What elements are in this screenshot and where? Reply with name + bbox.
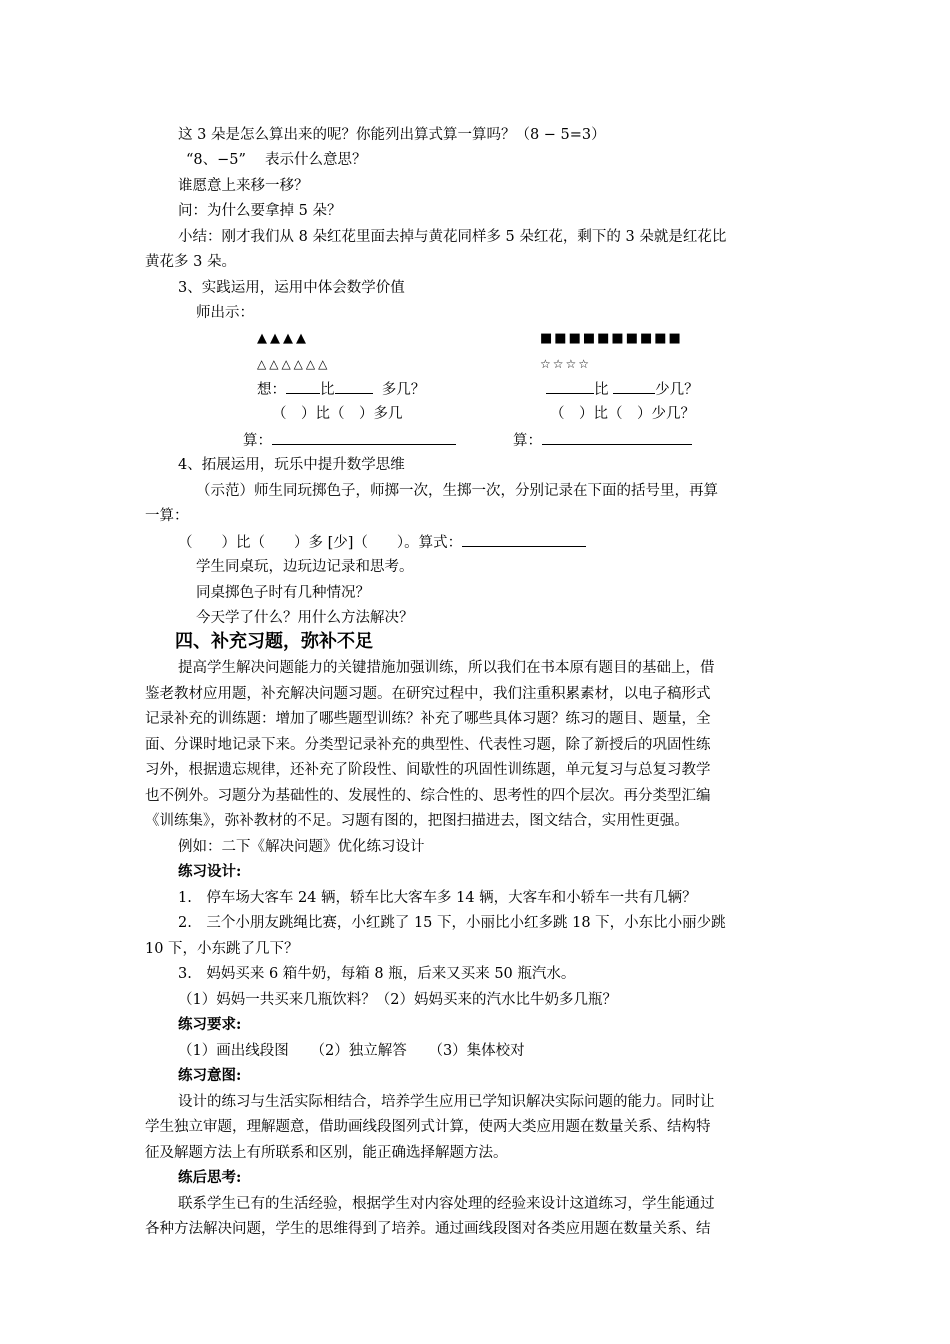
- text-line: （示范）师生同玩掷色子，师掷一次，生掷一次，分别记录在下面的括号里，再算: [196, 483, 718, 499]
- answer-blank: [462, 532, 586, 547]
- answer-blank: [542, 430, 692, 445]
- answer-blank: [335, 379, 373, 394]
- text-line: 小结：刚才我们从 8 朵红花里面去掉与黄花同样多 5 朵红花，剩下的 3 朵就是红花比: [178, 229, 727, 245]
- paragraph-line: 征及解题方法上有所联系和区别，能正确选择解题方法。: [145, 1145, 508, 1161]
- filled-triangles: ▲▲▲▲: [257, 331, 309, 346]
- paragraph-line: 记录补充的训练题：增加了哪些题型训练？补充了哪些具体习题？练习的题目、题量，全: [145, 711, 711, 727]
- paragraph-line: 鉴老教材应用题，补充解决问题习题。在研究过程中，我们注重积累素材，以电子稿形式: [145, 686, 711, 702]
- hollow-triangles: △△△△△△: [257, 357, 331, 371]
- calc-line-left: [243, 430, 456, 451]
- think-line-right: [546, 379, 699, 400]
- text-line: “8、−5” 表示什么意思？: [186, 152, 367, 168]
- text-line: 例如：二下《解决问题》优化练习设计: [178, 839, 425, 855]
- paragraph-line: 也不例外。习题分为基础性的、发展性的、综合性的、思考性的四个层次。再分类型汇编: [145, 788, 711, 804]
- text-line: 同桌掷色子时有几种情况？: [196, 585, 370, 601]
- paragraph-line: 联系学生已有的生活经验，根据学生对内容处理的经验来设计这道练习，学生能通过: [178, 1196, 715, 1212]
- answer-blank: [272, 430, 456, 445]
- subheading: 练后思考:: [178, 1169, 242, 1186]
- question-line: 3. 妈妈买来 6 箱牛奶，每箱 8 瓶，后来又买来 50 瓶汽水。: [178, 966, 576, 982]
- paragraph-line: 面、分课时地记录下来。分类型记录补充的典型性、代表性习题，除了新授后的巩固性练: [145, 737, 711, 753]
- question-line: 1. 停车场大客车 24 辆，轿车比大客车多 14 辆，大客车和小轿车一共有几辆？: [178, 890, 697, 906]
- paragraph-line: 《训练集》，弥补教材的不足。习题有图的，把图扫描进去，图文结合，实用性更强。: [145, 813, 689, 829]
- paren-line-right: （ ）比（ ）少几？: [550, 406, 695, 422]
- answer-blank: [286, 379, 320, 394]
- text-line: 4、拓展运用，玩乐中提升数学思维: [178, 457, 405, 473]
- answer-blank: [613, 379, 655, 394]
- question-line: （1）妈妈一共买来几瓶饮料？（2）妈妈买来的汽水比牛奶多几瓶？: [178, 992, 617, 1008]
- text-line: 一算：: [145, 508, 189, 524]
- text-line: 师出示：: [196, 305, 254, 321]
- paragraph-line: 各种方法解决问题，学生的思维得到了培养。通过画线段图对各类应用题在数量关系、结: [145, 1221, 711, 1237]
- hollow-stars: ☆☆☆☆: [540, 357, 592, 371]
- think-label: 想：: [257, 382, 286, 398]
- subheading: 练习要求:: [178, 1016, 242, 1033]
- paragraph-line: 学生独立审题，理解题意，借助画线段图列式计算，使两大类应用题在数量关系、结构特: [145, 1119, 711, 1135]
- think-question: 少几？: [655, 382, 699, 398]
- paragraph-line: 提高学生解决问题能力的关键措施加强训练，所以我们在书本原有题目的基础上，借: [178, 660, 715, 676]
- text-line: 问：为什么要拿掉 5 朵？: [178, 203, 342, 219]
- paragraph-line: 习外，根据遗忘规律，还补充了阶段性、间歇性的巩固性训练题，单元复习与总复习教学: [145, 762, 711, 778]
- calc-line-right: [513, 430, 692, 451]
- think-compare: 比: [594, 382, 609, 398]
- question-line: 2. 三个小朋友跳绳比赛，小红跳了 15 下，小丽比小红多跳 18 下，小东比小丽少跳: [178, 915, 726, 931]
- filled-squares: ■■■■■■■■■■: [540, 331, 683, 346]
- dice-record-text: （ ）比（ ）多 [少]（ ）。算式：: [178, 535, 463, 551]
- answer-blank: [546, 379, 594, 394]
- text-line: 黄花多 3 朵。: [145, 254, 236, 270]
- text-line: 今天学了什么？用什么方法解决？: [196, 610, 414, 626]
- question-line: 10 下，小东跳了几下？: [145, 941, 299, 957]
- think-question: 多几？: [381, 382, 426, 398]
- text-line: （1）画出线段图 （2）独立解答 （3）集体校对: [178, 1043, 525, 1059]
- think-line-left: [257, 379, 425, 400]
- paragraph-line: 设计的练习与生活实际相结合，培养学生应用已学知识解决实际问题的能力。同时让: [178, 1094, 715, 1110]
- dice-record-line: [178, 532, 586, 553]
- subheading: 练习意图:: [178, 1067, 242, 1084]
- subheading: 练习设计:: [178, 863, 242, 880]
- text-line: 学生同桌玩，边玩边记录和思考。: [196, 559, 414, 575]
- text-line: 这 3 朵是怎么算出来的呢？你能列出算式算一算吗？（8 − 5=3）: [178, 127, 606, 143]
- think-compare: 比: [320, 382, 335, 398]
- paren-line-left: （ ）比（ ）多几: [272, 406, 403, 422]
- text-line: 谁愿意上来移一移？: [178, 178, 309, 194]
- calc-label: 算：: [243, 433, 272, 449]
- text-line: 3、实践运用，运用中体会数学价值: [178, 280, 405, 296]
- section-heading: 四、补充习题，弥补不足: [175, 631, 373, 652]
- calc-label: 算：: [513, 433, 542, 449]
